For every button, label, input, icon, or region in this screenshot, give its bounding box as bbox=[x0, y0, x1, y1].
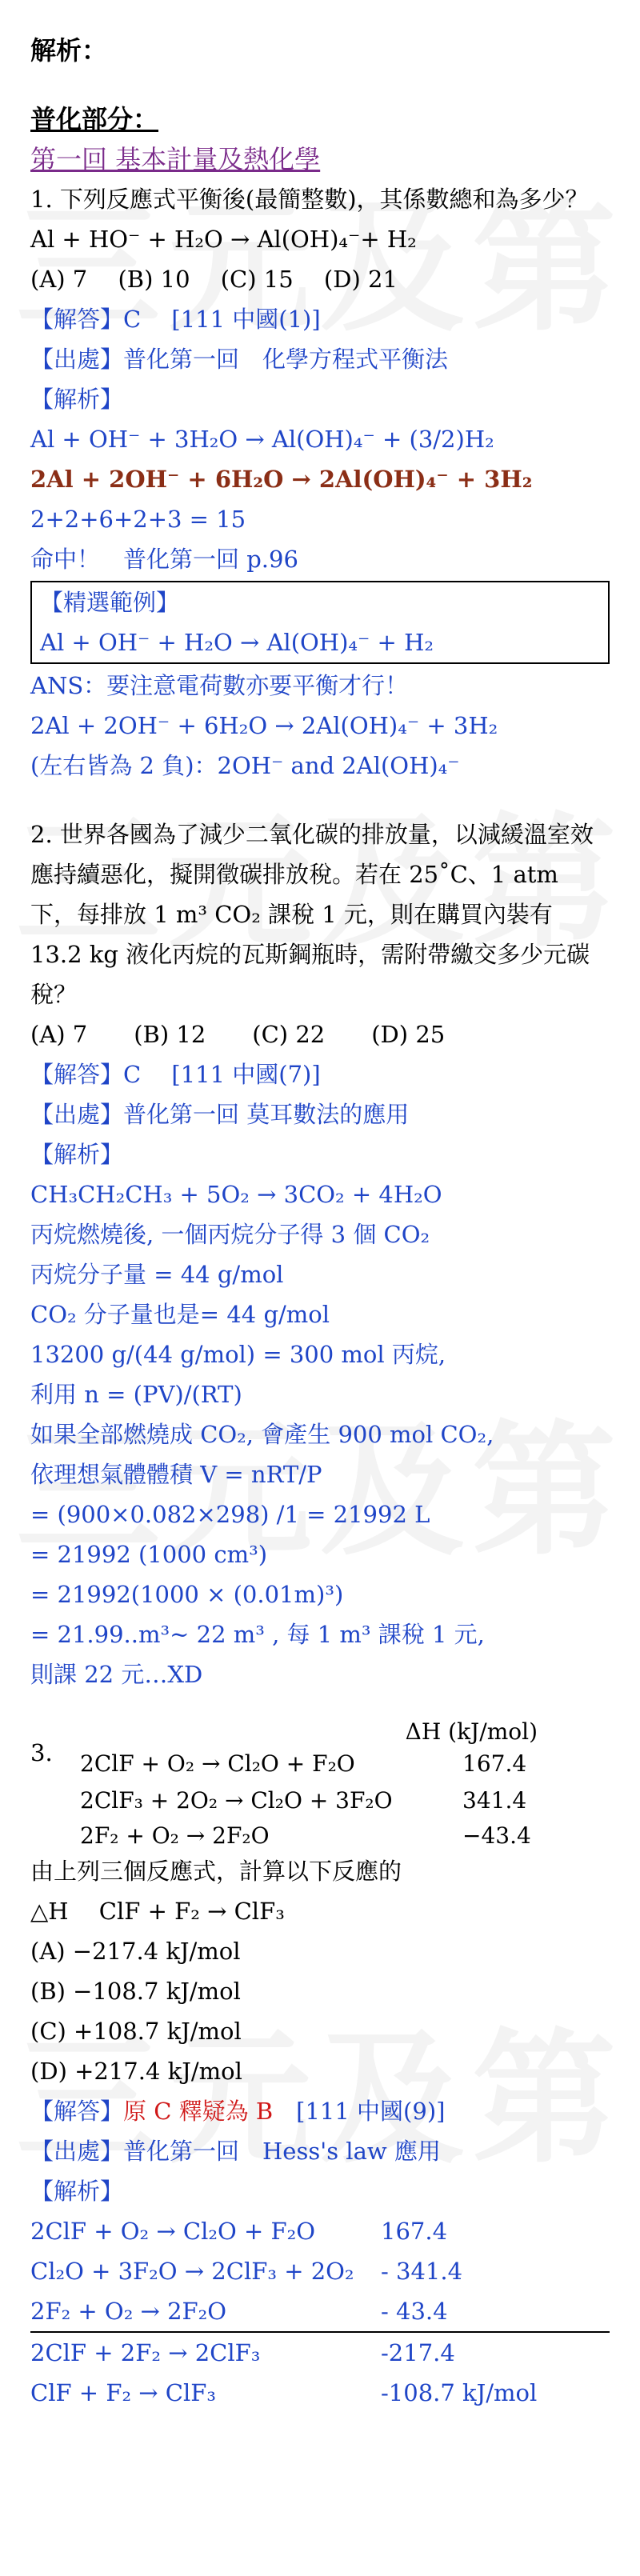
q3-given-dh: 341.4 bbox=[462, 1787, 527, 1814]
q3-step-val: 167.4 bbox=[381, 2218, 448, 2245]
q3-stem: 由上列三個反應式，計算以下反應的 bbox=[30, 1858, 402, 1885]
q2-line: 則課 22 元…XD bbox=[30, 1661, 203, 1688]
q1-ans-charge: (左右皆為 2 負)：2OH⁻ and 2Al(OH)₄⁻ bbox=[30, 752, 460, 779]
q2-line: = 21992 (1000 cm³) bbox=[30, 1541, 268, 1568]
q2-line: 丙烷分子量 = 44 g/mol bbox=[30, 1261, 284, 1288]
section-title: 普化部分： bbox=[30, 104, 159, 134]
q1-options: (A) 7 (B) 10 (C) 15 (D) 21 bbox=[30, 266, 398, 293]
q2-answer: 【解答】C [111 中國(7)] bbox=[30, 1061, 321, 1088]
q2-line: 如果全部燃燒成 CO₂, 會產生 900 mol CO₂, bbox=[30, 1421, 494, 1448]
q3-given-eq: 2F₂ + O₂ → 2F₂O bbox=[80, 1822, 270, 1849]
q3-step bbox=[30, 2291, 610, 2331]
q2-line: 13200 g/(44 g/mol) = 300 mol 丙烷, bbox=[30, 1341, 446, 1368]
q2-stem: 2. 世界各國為了減少二氧化碳的排放量，以減緩溫室效應持續惡化，擬開徵碳排放稅。若在 25˚C、1 atm 下，每排放 1 m³ CO₂ 課稅 1 元，則在購買內裝有 13.2 kg 液化丙烷的瓦斯鋼瓶時，需附帶繳交多少元碳稅？ bbox=[30, 821, 594, 1008]
q2-source: 【出處】普化第一回 莫耳數法的應用 bbox=[30, 1101, 410, 1128]
q3-step-eq: 2ClF + 2F₂ → 2ClF₃ bbox=[30, 2339, 261, 2366]
q1-hit-note: 命中！ 普化第一回 p.96 bbox=[30, 546, 298, 573]
q3-analysis-label: 【解析】 bbox=[30, 2178, 124, 2205]
q2-line: 丙烷燃燒後, 一個丙烷分子得 3 個 CO₂ bbox=[30, 1221, 430, 1248]
q3-step-result bbox=[30, 2373, 610, 2413]
q1-equation: Al + HO⁻ + H₂O → Al(OH)₄⁻+ H₂ bbox=[30, 226, 417, 253]
q1-example-equation: Al + OH⁻ + H₂O → Al(OH)₄⁻ + H₂ bbox=[40, 629, 434, 656]
q3-dh-header: ΔH (kJ/mol) bbox=[405, 1718, 538, 1745]
q2-line: = 21992(1000 × (0.01m)³) bbox=[30, 1581, 344, 1608]
q3-option: (B) −108.7 kJ/mol bbox=[30, 1978, 241, 2005]
q3-option: (C) +108.7 kJ/mol bbox=[30, 2018, 242, 2045]
q1-source: 【出處】普化第一回 化學方程式平衡法 bbox=[30, 346, 449, 373]
q3-step-sum bbox=[30, 2331, 610, 2373]
q3-number: 3. bbox=[30, 1739, 53, 1766]
q2-line: 依理想氣體體積 V = nRT/P bbox=[30, 1461, 322, 1488]
q3-given-dh: 167.4 bbox=[462, 1750, 527, 1777]
q2-line: = 21.99..m³~ 22 m³ , 每 1 m³ 課稅 1 元, bbox=[30, 1621, 485, 1648]
q3-step bbox=[30, 2251, 610, 2291]
q3-answer-correction: 原 C 釋疑為 B bbox=[123, 2098, 274, 2125]
q3-step-val: - 43.4 bbox=[381, 2298, 448, 2325]
q3-option: (A) −217.4 kJ/mol bbox=[30, 1938, 241, 1965]
q2-line: = (900×0.082×298) /1 = 21992 L bbox=[30, 1501, 430, 1528]
q2-analysis-label: 【解析】 bbox=[30, 1141, 124, 1168]
q3-source: 【出處】普化第一回 Hess's law 應用 bbox=[30, 2138, 441, 2165]
q2-line: 利用 n = (PV)/(RT) bbox=[30, 1381, 242, 1408]
heading: 解析： bbox=[30, 35, 108, 66]
q2-line: CO₂ 分子量也是= 44 g/mol bbox=[30, 1301, 330, 1328]
chapter-title: 第一回 基本計量及熱化學 bbox=[30, 144, 321, 174]
q3-step-val: -217.4 bbox=[381, 2339, 455, 2366]
q1-step1: Al + OH⁻ + 3H₂O → Al(OH)₄⁻ + (3/2)H₂ bbox=[30, 426, 494, 453]
q1-ans-note: ANS：要注意電荷數亦要平衡才行！ bbox=[30, 672, 409, 699]
q1-example-box bbox=[30, 581, 610, 664]
q1-analysis-label: 【解析】 bbox=[30, 386, 124, 413]
q3-target-reaction: △H ClF + F₂ → ClF₃ bbox=[30, 1898, 285, 1925]
q3-step-eq: 2F₂ + O₂ → 2F₂O bbox=[30, 2298, 227, 2325]
q3-step-eq: 2ClF + O₂ → Cl₂O + F₂O bbox=[30, 2218, 316, 2245]
q1-ans-equation: 2Al + 2OH⁻ + 6H₂O → 2Al(OH)₄⁻ + 3H₂ bbox=[30, 712, 498, 739]
q3-option: (D) +217.4 kJ/mol bbox=[30, 2058, 242, 2085]
q3-given-reactions bbox=[30, 1718, 610, 1851]
q3-given-dh: −43.4 bbox=[462, 1822, 531, 1849]
q1-example-label: 【精選範例】 bbox=[40, 589, 180, 616]
q1-answer: 【解答】C [111 中國(1)] bbox=[30, 306, 321, 333]
q2-options: (A) 7 (B) 12 (C) 22 (D) 25 bbox=[30, 1021, 446, 1048]
q3-answer-ref: [111 中國(9)] bbox=[273, 2098, 446, 2125]
document-body bbox=[30, 30, 610, 2413]
q3-step-eq: ClF + F₂ → ClF₃ bbox=[30, 2379, 217, 2406]
q3-given-eq: 2ClF₃ + 2O₂ → Cl₂O + 3F₂O bbox=[80, 1787, 393, 1814]
q3-step-val: - 341.4 bbox=[381, 2258, 463, 2285]
q3-step bbox=[30, 2211, 610, 2251]
q1-step2: 2Al + 2OH⁻ + 6H₂O → 2Al(OH)₄⁻ + 3H₂ bbox=[30, 466, 533, 493]
q3-answer bbox=[30, 2091, 610, 2131]
q1-stem: 1. 下列反應式平衡後(最簡整數)，其係數總和為多少？ bbox=[30, 186, 589, 213]
q2-line: CH₃CH₂CH₃ + 5O₂ → 3CO₂ + 4H₂O bbox=[30, 1181, 442, 1208]
q3-answer-label: 【解答】 bbox=[30, 2098, 124, 2125]
q1-step3: 2+2+6+2+3 = 15 bbox=[30, 506, 246, 533]
q3-step-eq: Cl₂O + 3F₂O → 2ClF₃ + 2O₂ bbox=[30, 2258, 354, 2285]
q3-step-val: -108.7 kJ/mol bbox=[381, 2379, 538, 2406]
q3-given-eq: 2ClF + O₂ → Cl₂O + F₂O bbox=[80, 1750, 355, 1777]
